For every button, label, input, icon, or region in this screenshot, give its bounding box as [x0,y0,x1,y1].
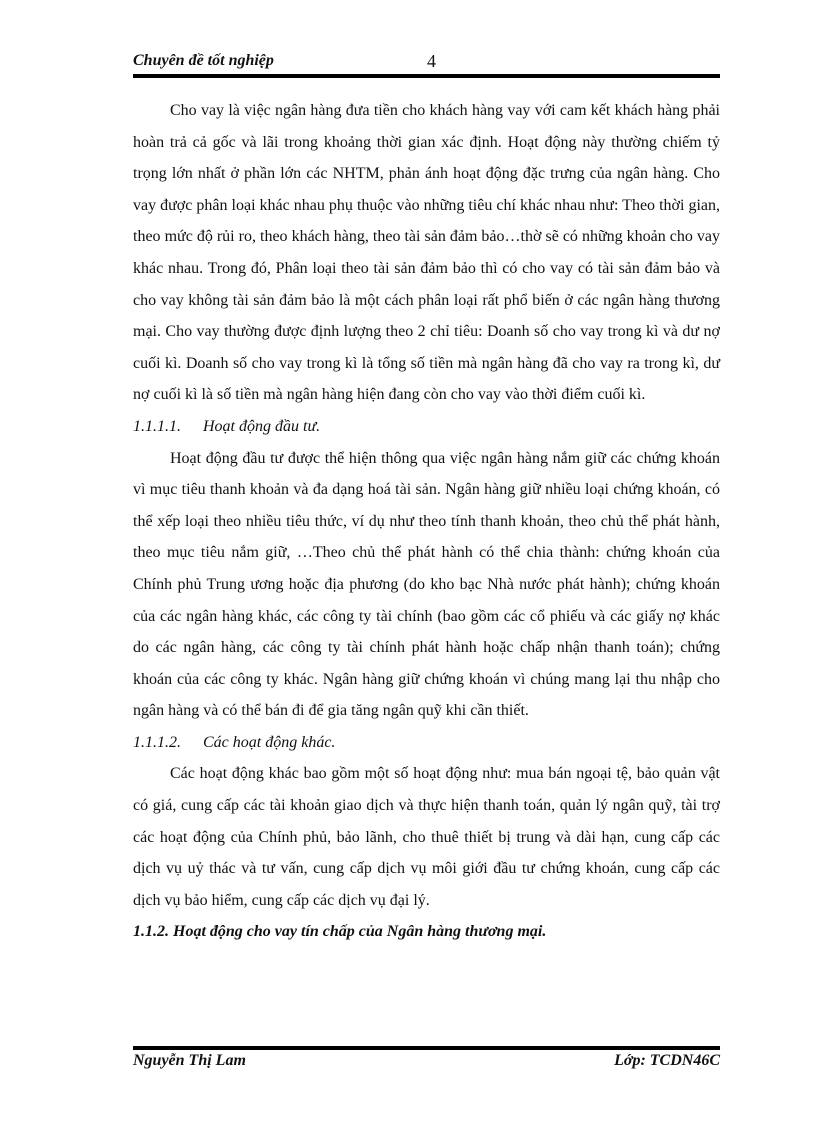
header-title: Chuyên đề tốt nghiệp [133,52,274,69]
document-body [133,95,720,948]
section-heading-unsecured-loans: 1.1.2. Hoạt động cho vay tín chấp của Ngân hàng thương mại. [133,923,547,941]
section-heading-other [133,727,720,759]
section-title: Hoạt động đầu tư. [203,417,321,435]
header-rule [133,74,720,78]
section-number: 1.1.1.2. [133,733,181,751]
paragraph-investment: Hoạt động đầu tư được thể hiện thông qua việc ngân hàng nắm giữ các chứng khoán vì mục tiêu thanh khoản và đa dạng hoá tài sản. Ngân hàng giữ nhiều loại chứng khoán, có thể xếp loại theo nhiều tiêu thức, ví dụ như theo tính thanh khoản, theo chủ thể phát hành, theo mục tiêu nắm giữ, …Theo chủ thể phát hành có thể chia thành: chứng khoán của Chính phủ Trung ương hoặc địa phương (do kho bạc Nhà nước phát hành); chứng khoán của các ngân hàng khác, các công ty tài chính (bao gồm các cổ phiếu và các giấy nợ khác do các ngân hàng, các công ty tài chính phát hành hoặc chấp nhận thanh toán); chứng khoán của các công ty khác. Ngân hàng giữ chứng khoán vì chúng mang lại thu nhập cho ngân hàng và có thể bán đi để gia tăng ngân quỹ khi cần thiết. [133,449,720,720]
page-footer [133,1052,720,1076]
section-title: Các hoạt động khác. [203,733,336,751]
page-number: 4 [427,51,436,71]
paragraph-other-activities: Các hoạt động khác bao gồm một số hoạt động như: mua bán ngoại tệ, bảo quản vật có giá, cung cấp các tài khoản giao dịch và thực hiện thanh toán, quản lý ngân quỹ, tài trợ các hoạt động của Chính phủ, bảo lãnh, cho thuê thiết bị trung và dài hạn, cung cấp các dịch vụ uỷ thác và tư vấn, cung cấp dịch vụ môi giới đầu tư chứng khoán, cung cấp các dịch vụ bảo hiểm, cung cấp các dịch vụ đại lý. [133,765,720,909]
section-heading-investment [133,411,720,443]
paragraph-loan: Cho vay là việc ngân hàng đưa tiền cho khách hàng vay với cam kết khách hàng phải hoàn trả cả gốc và lãi trong khoảng thời gian xác định. Hoạt động này thường chiếm tỷ trọng lớn nhất ở phần lớn các NHTM, phản ánh hoạt động đặc trưng của ngân hàng. Cho vay được phân loại khác nhau phụ thuộc vào những tiêu chí khác nhau như: Theo thời gian, theo mức độ rủi ro, theo khách hàng, theo tài sản đảm bảo…thờ sẽ có những khoản cho vay khác nhau. Trong đó, Phân loại theo tài sản đảm bảo thì có cho vay có tài sản đảm bảo và cho vay không tài sản đảm bảo là một cách phân loại rất phổ biến ở các ngân hàng thương mại. Cho vay thường được định lượng theo 2 chỉ tiêu: Doanh số cho vay trong kì và dư nợ cuối kì. Doanh số cho vay trong kì là tổng số tiền mà ngân hàng đã cho vay ra trong kì, dư nợ cuối kì là số tiền mà ngân hàng hiện đang còn cho vay vào thời điểm cuối kì. [133,102,720,404]
page-header [133,50,720,76]
author-name: Nguyễn Thị Lam [133,1052,246,1069]
section-number: 1.1.1.1. [133,417,181,435]
footer-rule [133,1046,720,1050]
class-label: Lớp: TCDN46C [614,1052,720,1069]
